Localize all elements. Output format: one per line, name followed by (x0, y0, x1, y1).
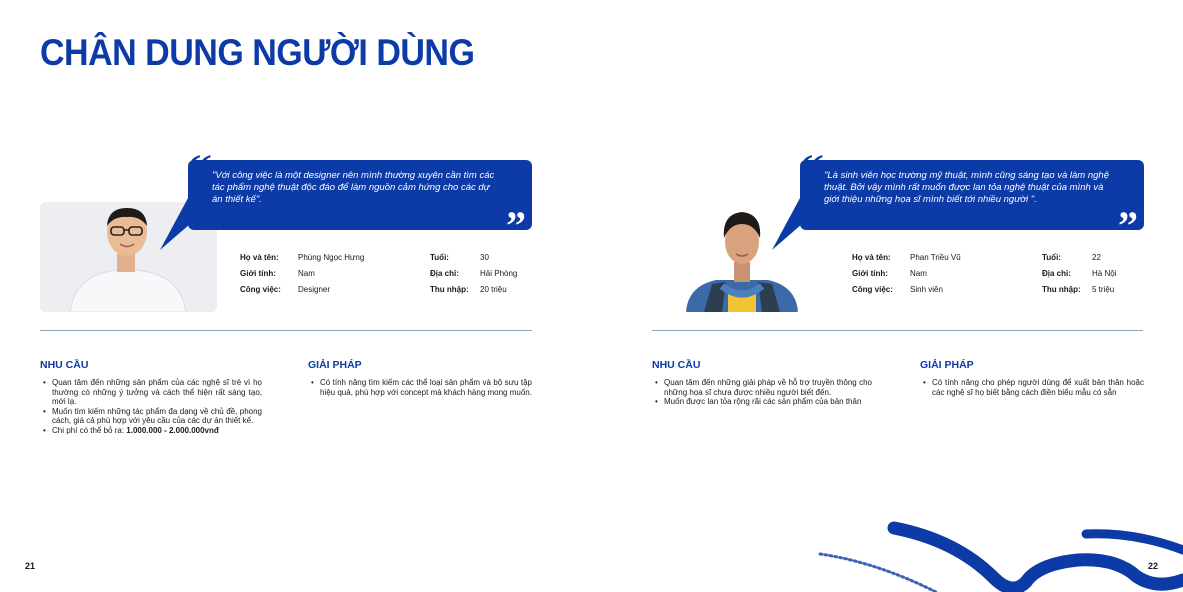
name-value: Phan Triều Vũ (910, 253, 961, 262)
age-value: 30 (480, 253, 489, 262)
gender-label: Giới tính: (240, 269, 276, 278)
solutions-heading-1: GIẢI PHÁP (308, 359, 362, 371)
brush-stroke-decoration (816, 520, 1183, 592)
needs-heading-2: NHU CẦU (652, 359, 701, 371)
list-item (40, 426, 262, 436)
divider-left (40, 330, 532, 331)
needs-heading-1: NHU CẦU (40, 359, 89, 371)
age-label: Tuổi: (430, 253, 449, 262)
close-quote-icon: ” (506, 203, 526, 248)
open-quote-icon: “ (800, 145, 824, 198)
list-item: • Có tính năng tìm kiếm các thể loại sản phẩm và bộ sưu tập hiệu quả, phù hợp với concept mà khách hàng mong muốn. (308, 378, 532, 397)
gender-value: Nam (910, 269, 927, 278)
quote-text: "Là sinh viên học trường mỹ thuật, mình cũng sáng tạo và làm nghệ thuật. Bởi vậy mình rất muốn được lan tỏa nghệ thuật của mình và giới thiệu những họa sĩ mình biết tới nhiều người ". (824, 170, 1109, 205)
list-item: • Muốn tìm kiếm những tác phẩm đa dạng về chủ đề, phong cách, giá cả phù hợp với yêu cầu của các dự án thiết kế. (40, 407, 262, 426)
divider-right (652, 330, 1143, 331)
list-item: • Quan tâm đến những sản phẩm của các nghệ sĩ trẻ vì họ thường có những ý tưởng và cách thể hiện rất sáng tạo, mới lạ. (40, 378, 262, 407)
page-number-left: 21 (25, 561, 36, 571)
page-title: CHÂN DUNG NGƯỜI DÙNG (40, 32, 475, 74)
needs-list-1 (40, 378, 262, 436)
persona-card-2 (652, 145, 1152, 458)
job-label: Công việc: (852, 285, 893, 294)
needs-list-2 (652, 378, 872, 407)
job-value: Designer (298, 285, 331, 294)
quote-bubble (188, 160, 532, 230)
income-label: Thu nhập: (1042, 285, 1081, 294)
gender-label: Giới tính: (852, 269, 888, 278)
name-label: Họ và tên: (852, 253, 891, 262)
persona-2-info-secondary (1042, 250, 1116, 298)
address-value: Hà Nội (1092, 269, 1117, 278)
open-quote-icon: “ (188, 145, 212, 198)
income-value: 5 triệu (1092, 285, 1115, 294)
solutions-heading-2: GIẢI PHÁP (920, 359, 974, 371)
age-label: Tuổi: (1042, 253, 1061, 262)
age-value: 22 (1092, 253, 1101, 262)
budget-prefix: Chi phí có thể bỏ ra: (52, 425, 127, 435)
solutions-list-2 (920, 378, 1144, 397)
page-number-right: 22 (1148, 561, 1159, 571)
list-item: • Quan tâm đến những giải pháp về hỗ trợ truyền thông cho những họa sĩ chưa được nhiều người biết đến. (652, 378, 872, 397)
solutions-list-1 (308, 378, 532, 397)
income-value: 20 triệu (480, 285, 507, 294)
job-label: Công việc: (240, 285, 281, 294)
budget-value: 1.000.000 - 2.000.000vnđ (126, 425, 219, 435)
name-value: Phùng Ngọc Hưng (298, 253, 365, 262)
list-item: • Muốn được lan tỏa rộng rãi các sản phẩm của bản thân (652, 397, 872, 407)
persona-1-info-secondary (430, 250, 517, 298)
gender-value: Nam (298, 269, 315, 278)
address-value: Hải Phòng (480, 269, 518, 278)
job-value: Sinh viên (910, 285, 943, 294)
persona-1-info-primary (240, 250, 418, 298)
quote-bubble (800, 160, 1144, 230)
address-label: Địa chỉ: (1042, 269, 1071, 278)
address-label: Địa chỉ: (430, 269, 459, 278)
quote-text: "Với công việc là một designer nên mình thường xuyên cần tìm các tác phẩm nghệ thuật độc đáo để làm nguồn cảm hứng cho các dự án thiết kế". (212, 170, 495, 205)
income-label: Thu nhập: (430, 285, 469, 294)
list-item: • Có tính năng cho phép người dùng để xuất bản thân hoặc các nghệ sĩ họ biết bằng cách điền biểu mẫu có sẵn (920, 378, 1144, 397)
close-quote-icon: ” (1118, 203, 1138, 248)
name-label: Họ và tên: (240, 253, 279, 262)
persona-2-info-primary (852, 250, 1030, 298)
